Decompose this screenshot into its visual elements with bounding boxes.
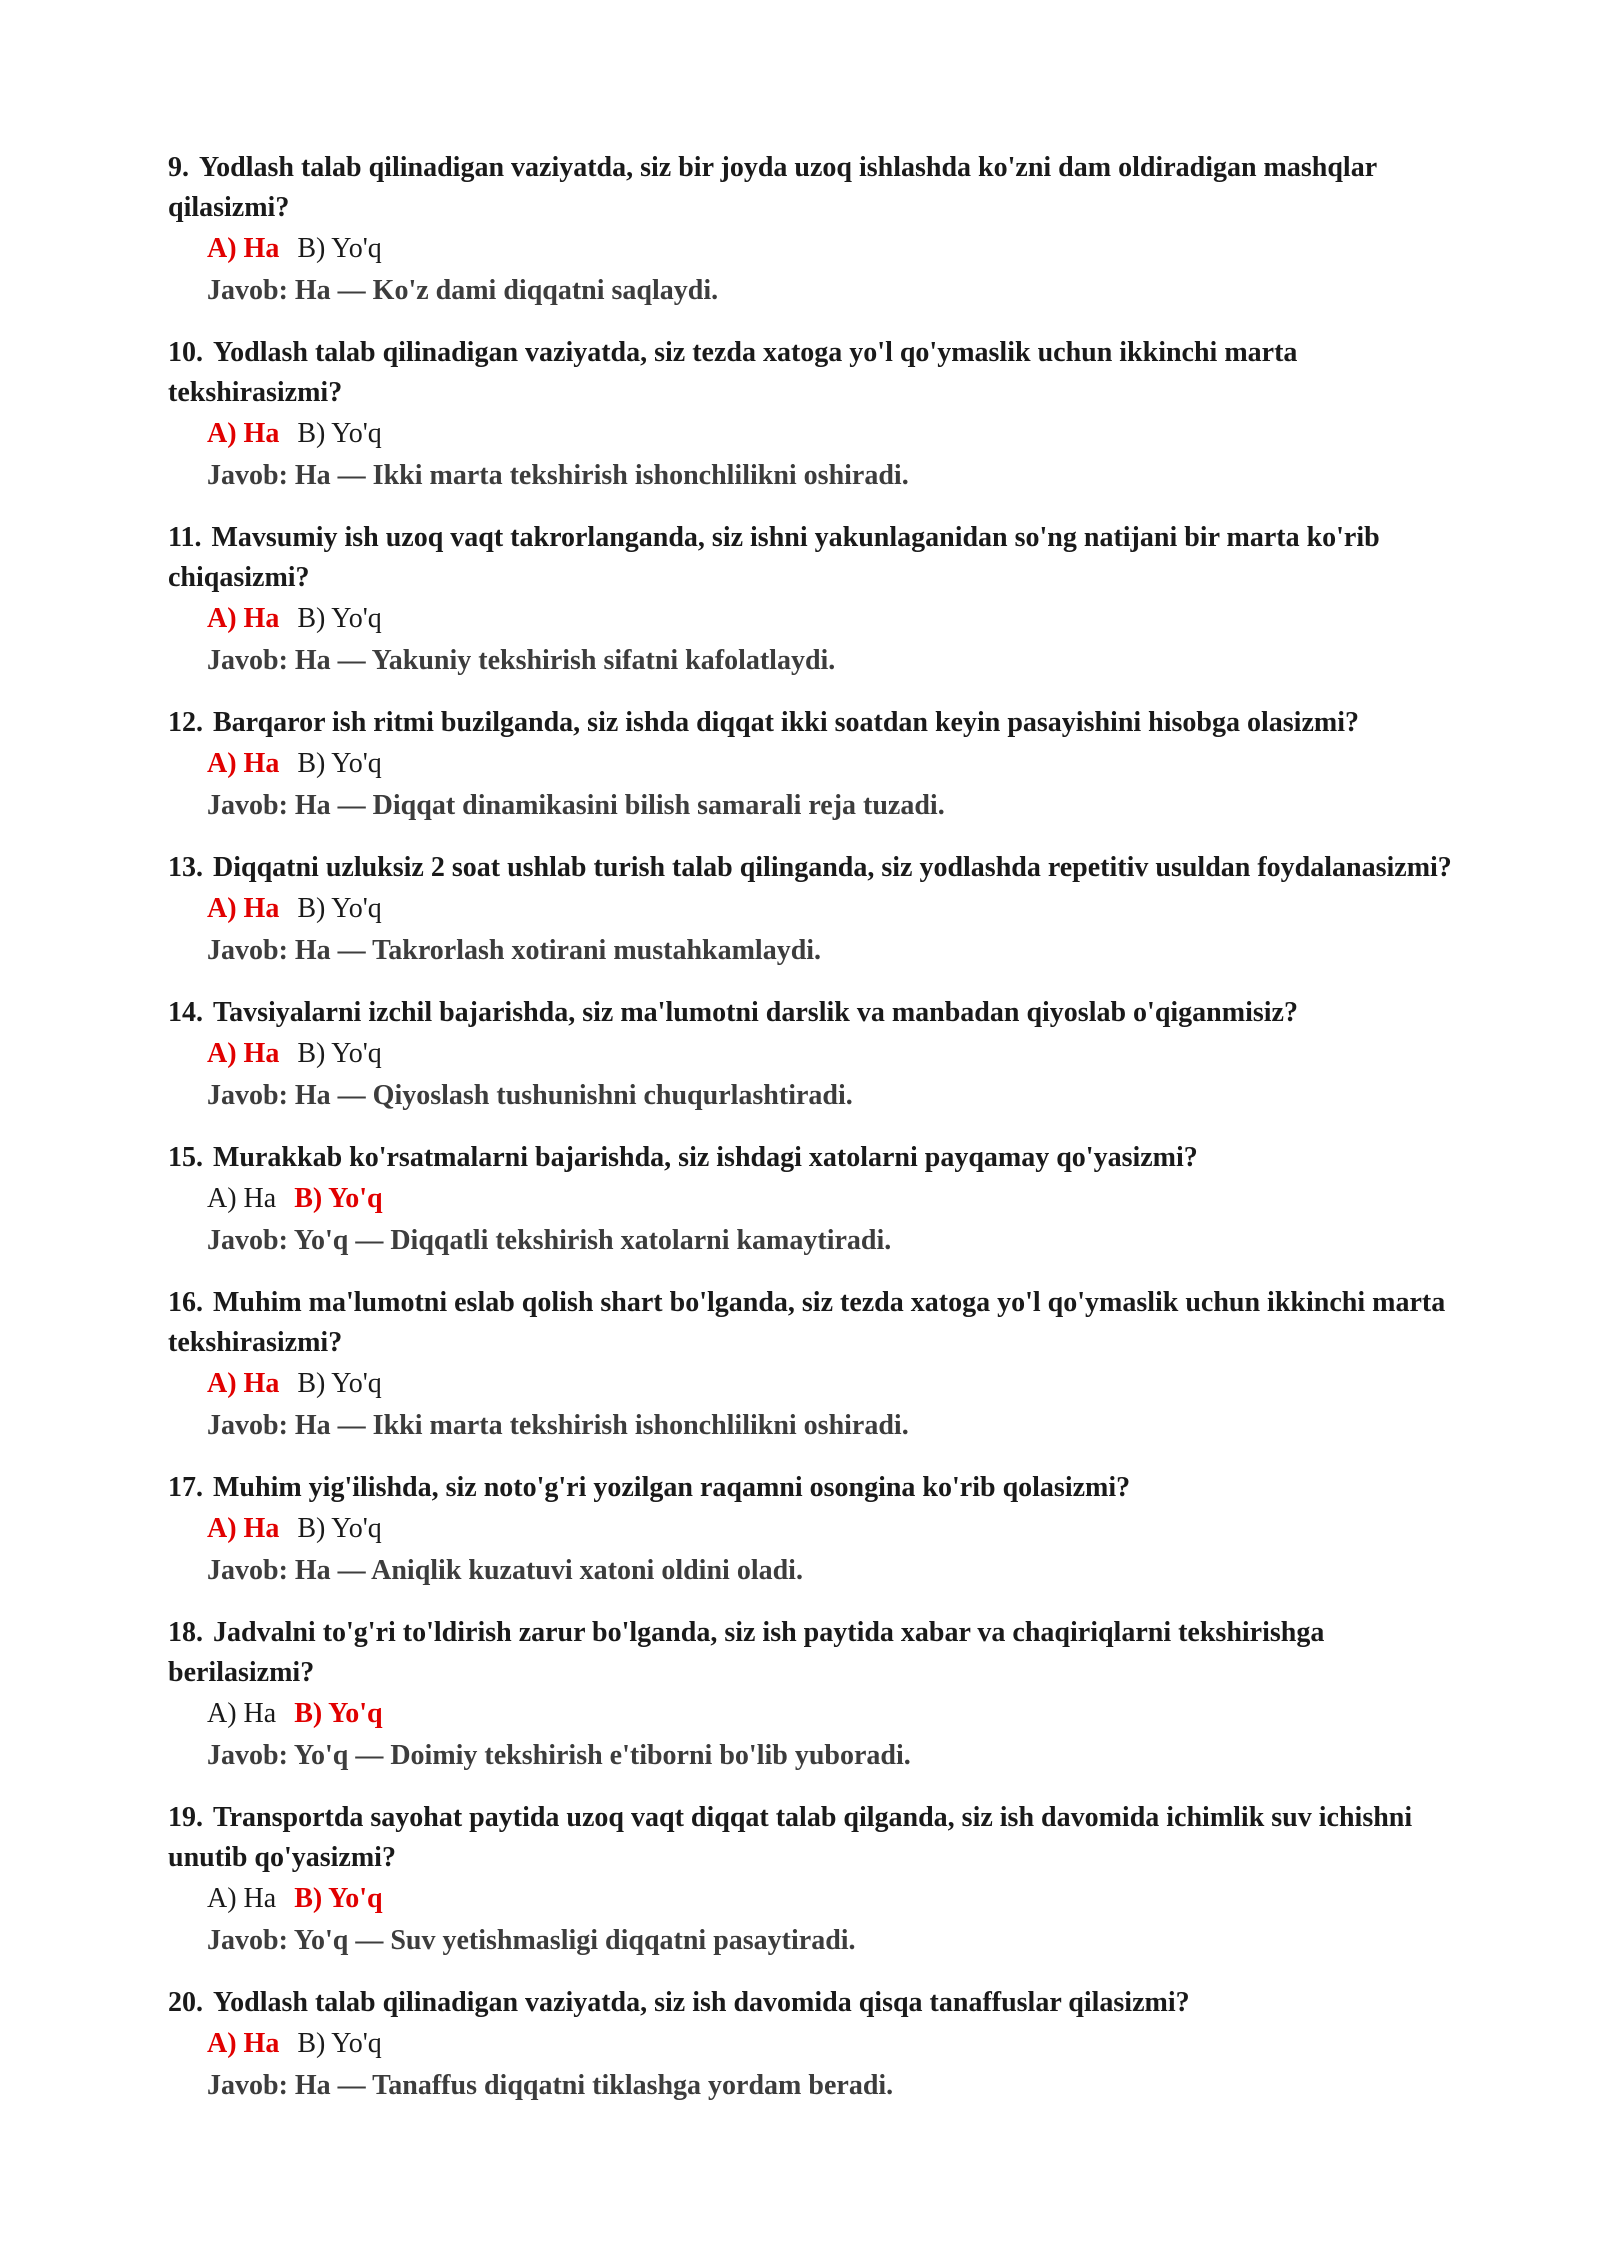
question-text: [168, 703, 1468, 743]
options-row: [207, 228, 1468, 270]
question-text: [168, 1468, 1468, 1508]
question-body: Barqaror ish ritmi buzilganda, siz ishda diqqat ikki soatdan keyin pasayishini hisobga olasizmi?: [213, 707, 1359, 738]
question-item: [168, 1613, 1468, 1777]
question-item: [168, 993, 1468, 1117]
options-row: [207, 413, 1468, 455]
question-item: [168, 848, 1468, 972]
option-b[interactable]: B) Yo'q: [294, 1183, 383, 1214]
question-text: [168, 1138, 1468, 1178]
question-number: 9.: [168, 152, 189, 183]
question-text: [168, 1283, 1468, 1363]
answer-line: Javob: Yo'q — Doimiy tekshirish e'tiborni bo'lib yuboradi.: [207, 1740, 911, 1771]
option-b[interactable]: B) Yo'q: [297, 233, 382, 264]
question-item: [168, 518, 1468, 682]
option-b[interactable]: B) Yo'q: [297, 2028, 382, 2059]
question-item: [168, 333, 1468, 497]
question-item: [168, 1138, 1468, 1262]
answer-line: Javob: Ha — Ikki marta tekshirish ishonchlilikni oshiradi.: [207, 460, 909, 491]
question-body: Muhim yig'ilishda, siz noto'g'ri yozilgan raqamni osongina ko'rib qolasizmi?: [213, 1472, 1131, 1503]
question-number: 13.: [168, 852, 203, 883]
question-body: Tavsiyalarni izchil bajarishda, siz ma'lumotni darslik va manbadan qiyoslab o'qiganmisiz?: [213, 997, 1298, 1028]
options-row: [207, 1178, 1468, 1220]
question-item: [168, 148, 1468, 312]
question-number: 15.: [168, 1142, 203, 1173]
question-number: 19.: [168, 1802, 203, 1833]
option-a[interactable]: A) Ha: [207, 1038, 280, 1069]
answer-line: Javob: Yo'q — Diqqatli tekshirish xatolarni kamaytiradi.: [207, 1225, 892, 1256]
options-row: [207, 1363, 1468, 1405]
options-row: [207, 1878, 1468, 1920]
option-b[interactable]: B) Yo'q: [297, 418, 382, 449]
options-row: [207, 2023, 1468, 2065]
question-body: Yodlash talab qilinadigan vaziyatda, siz bir joyda uzoq ishlashda ko'zni dam oldiradigan mashqlar qilasizmi?: [168, 152, 1377, 223]
answer-line: Javob: Ha — Ko'z dami diqqatni saqlaydi.: [207, 275, 719, 306]
option-b[interactable]: B) Yo'q: [297, 748, 382, 779]
option-b[interactable]: B) Yo'q: [294, 1698, 383, 1729]
question-body: Transportda sayohat paytida uzoq vaqt diqqat talab qilganda, siz ish davomida ichimlik suv ichishni unutib qo'yasizmi?: [168, 1802, 1413, 1873]
answer-line: Javob: Ha — Ikki marta tekshirish ishonchlilikni oshiradi.: [207, 1410, 909, 1441]
question-text: [168, 993, 1468, 1033]
question-number: 20.: [168, 1987, 203, 2018]
answer-line: Javob: Yo'q — Suv yetishmasligi diqqatni pasaytiradi.: [207, 1925, 856, 1956]
option-a[interactable]: A) Ha: [207, 1513, 280, 1544]
answer-line: Javob: Ha — Qiyoslash tushunishni chuqurlashtiradi.: [207, 1080, 853, 1111]
answer-line: Javob: Ha — Aniqlik kuzatuvi xatoni oldini oladi.: [207, 1555, 803, 1586]
question-text: [168, 518, 1468, 598]
question-text: [168, 1983, 1468, 2023]
question-number: 11.: [168, 522, 202, 553]
answer-line: Javob: Ha — Yakuniy tekshirish sifatni kafolatlaydi.: [207, 645, 836, 676]
question-item: [168, 1283, 1468, 1447]
option-a[interactable]: A) Ha: [207, 1183, 277, 1214]
answer-line: Javob: Ha — Diqqat dinamikasini bilish samarali reja tuzadi.: [207, 790, 945, 821]
options-row: [207, 743, 1468, 785]
option-a[interactable]: A) Ha: [207, 1698, 277, 1729]
option-a[interactable]: A) Ha: [207, 1368, 280, 1399]
question-body: Mavsumiy ish uzoq vaqt takrorlanganda, siz ishni yakunlaganidan so'ng natijani bir marta ko'rib chiqasizmi?: [168, 522, 1380, 593]
option-b[interactable]: B) Yo'q: [297, 603, 382, 634]
question-item: [168, 1468, 1468, 1592]
question-body: Murakkab ko'rsatmalarni bajarishda, siz ishdagi xatolarni payqamay qo'yasizmi?: [213, 1142, 1198, 1173]
question-number: 17.: [168, 1472, 203, 1503]
option-a[interactable]: A) Ha: [207, 418, 280, 449]
question-number: 14.: [168, 997, 203, 1028]
question-item: [168, 1798, 1468, 1962]
answer-line: Javob: Ha — Takrorlash xotirani mustahkamlaydi.: [207, 935, 822, 966]
question-text: [168, 1798, 1468, 1878]
question-body: Muhim ma'lumotni eslab qolish shart bo'lganda, siz tezda xatoga yo'l qo'ymaslik uchun ikkinchi marta tekshirasizmi?: [168, 1287, 1446, 1358]
options-row: [207, 1508, 1468, 1550]
question-body: Yodlash talab qilinadigan vaziyatda, siz tezda xatoga yo'l qo'ymaslik uchun ikkinchi marta tekshirasizmi?: [168, 337, 1298, 408]
option-a[interactable]: A) Ha: [207, 1883, 277, 1914]
question-item: [168, 1983, 1468, 2107]
question-number: 18.: [168, 1617, 203, 1648]
options-row: [207, 1033, 1468, 1075]
options-row: [207, 1693, 1468, 1735]
question-number: 12.: [168, 707, 203, 738]
question-body: Diqqatni uzluksiz 2 soat ushlab turish talab qilinganda, siz yodlashda repetitiv usuldan foydalanasizmi?: [213, 852, 1452, 883]
answer-line: Javob: Ha — Tanaffus diqqatni tiklashga yordam beradi.: [207, 2070, 894, 2101]
question-text: [168, 333, 1468, 413]
question-number: 10.: [168, 337, 203, 368]
option-a[interactable]: A) Ha: [207, 893, 280, 924]
option-b[interactable]: B) Yo'q: [297, 893, 382, 924]
question-body: Yodlash talab qilinadigan vaziyatda, siz ish davomida qisqa tanaffuslar qilasizmi?: [213, 1987, 1190, 2018]
question-text: [168, 1613, 1468, 1693]
option-a[interactable]: A) Ha: [207, 233, 280, 264]
question-text: [168, 848, 1468, 888]
question-text: [168, 148, 1468, 228]
options-row: [207, 888, 1468, 930]
question-body: Jadvalni to'g'ri to'ldirish zarur bo'lganda, siz ish paytida xabar va chaqiriqlarni tekshirishga berilasizmi?: [168, 1617, 1325, 1688]
option-b[interactable]: B) Yo'q: [297, 1368, 382, 1399]
question-number: 16.: [168, 1287, 203, 1318]
option-a[interactable]: A) Ha: [207, 603, 280, 634]
question-list: [168, 148, 1468, 2128]
option-b[interactable]: B) Yo'q: [297, 1513, 382, 1544]
question-item: [168, 703, 1468, 827]
options-row: [207, 598, 1468, 640]
option-a[interactable]: A) Ha: [207, 2028, 280, 2059]
option-b[interactable]: B) Yo'q: [297, 1038, 382, 1069]
option-a[interactable]: A) Ha: [207, 748, 280, 779]
option-b[interactable]: B) Yo'q: [294, 1883, 383, 1914]
